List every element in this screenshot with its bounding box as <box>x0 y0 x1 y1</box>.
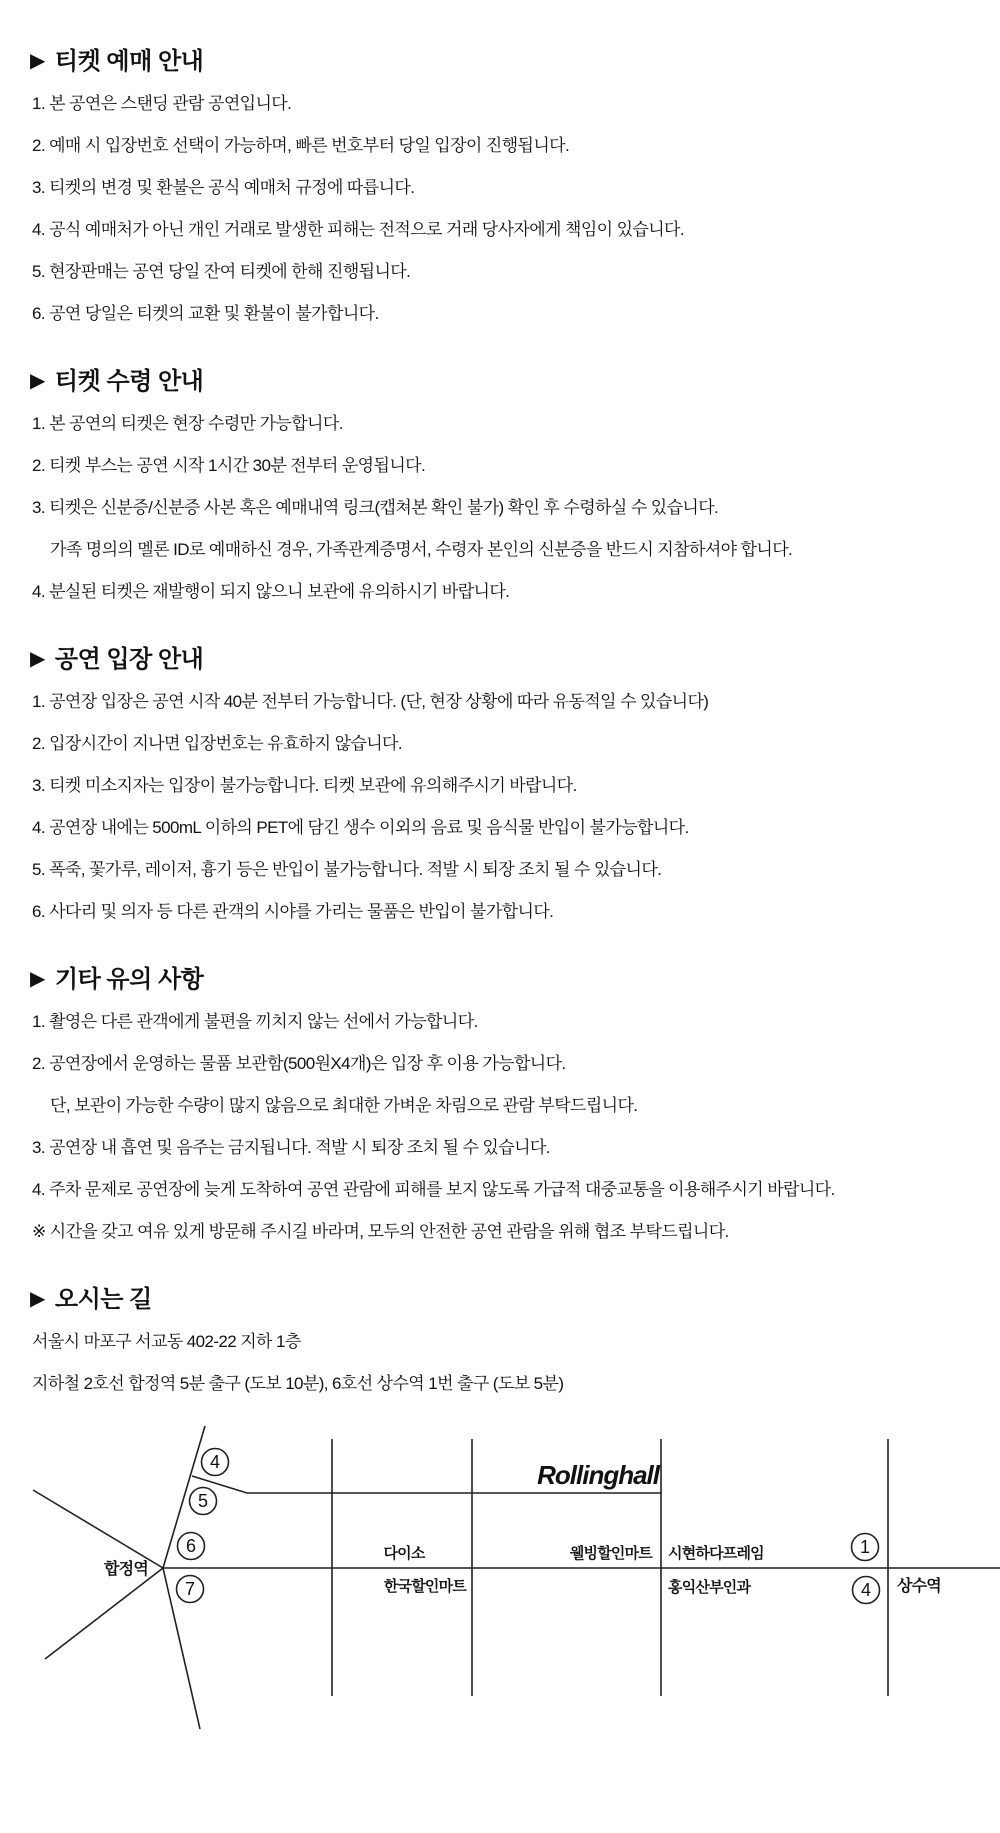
list-item: 4. 공식 예매처가 아닌 개인 거래로 발생한 피해는 전적으로 거래 당사자에게 책임이 있습니다. <box>32 220 684 239</box>
venue-map-svg <box>0 1414 1000 1757</box>
exit-number: 1 <box>859 1537 871 1557</box>
list-item: 1. 공연장 입장은 공연 시작 40분 전부터 가능합니다. (단, 현장 상황에 따라 유동적일 수 있습니다) <box>32 692 709 711</box>
list-item: 3. 공연장 내 흡연 및 음주는 금지됩니다. 적발 시 퇴장 조치 될 수 있습니다. <box>32 1138 550 1157</box>
list-item: 1. 본 공연은 스탠딩 관람 공연입니다. <box>32 94 292 113</box>
station-label-sangsu: 상수역 <box>897 1578 941 1595</box>
triangle-marker-icon: ▶ <box>30 370 45 392</box>
exit-number: 4 <box>209 1452 221 1472</box>
exit-number: 7 <box>184 1579 196 1599</box>
list-item: 1. 본 공연의 티켓은 현장 수령만 가능합니다. <box>32 414 343 433</box>
list-item: 3. 티켓은 신분증/신분증 사본 혹은 예매내역 링크(캡쳐본 확인 불가) 확인 후 수령하실 수 있습니다. <box>32 498 719 517</box>
list-item: 5. 폭죽, 꽃가루, 레이저, 흉기 등은 반입이 불가능합니다. 적발 시 퇴장 조치 될 수 있습니다. <box>32 860 662 879</box>
landmark-daiso: 다이소 <box>383 1545 425 1562</box>
section-title-other-notes <box>30 964 970 996</box>
triangle-marker-icon: ▶ <box>30 1288 45 1310</box>
section-title-ticket-booking <box>30 46 970 78</box>
list-item-subnote: 단, 보관이 가능한 수량이 많지 않음으로 최대한 가벼운 차림으로 관람 부탁드립니다. <box>50 1096 638 1115</box>
list-item-subnote: 가족 명의의 멜론 ID로 예매하신 경우, 가족관계증명서, 수령자 본인의 신분증을 반드시 지참하셔야 합니다. <box>50 540 793 559</box>
map-roads <box>33 1426 1000 1729</box>
section-title-text: 티켓 예매 안내 <box>54 48 204 75</box>
list-item: 3. 티켓의 변경 및 환불은 공식 예매처 규정에 따릅니다. <box>32 178 415 197</box>
exit-number: 5 <box>197 1491 209 1511</box>
station-label-hapjeong: 합정역 <box>104 1561 148 1578</box>
triangle-marker-icon: ▶ <box>30 968 45 990</box>
section-title-text: 오시는 길 <box>54 1286 152 1313</box>
triangle-marker-icon: ▶ <box>30 50 45 72</box>
list-item: 4. 분실된 티켓은 재발행이 되지 않으니 보관에 유의하시기 바랍니다. <box>32 582 510 601</box>
section-title-ticket-pickup <box>30 366 970 398</box>
section-title-directions <box>30 1284 970 1316</box>
list-item: 2. 예매 시 입장번호 선택이 가능하며, 빠른 번호부터 당일 입장이 진행됩니다. <box>32 136 570 155</box>
hapjeong-exit-markers <box>177 1449 229 1603</box>
list-item: 6. 공연 당일은 티켓의 교환 및 환불이 불가합니다. <box>32 304 379 323</box>
road-diagonal-upleft <box>33 1490 163 1568</box>
landmark-sihyeon-frame: 시현하다프레임 <box>668 1545 764 1562</box>
list-item: 6. 사다리 및 의자 등 다른 관객의 시야를 가리는 물품은 반입이 불가합니다. <box>32 902 554 921</box>
section-title-text: 티켓 수령 안내 <box>54 368 204 395</box>
triangle-marker-icon: ▶ <box>30 648 45 670</box>
section-title-text: 기타 유의 사항 <box>54 966 204 993</box>
section-title-text: 공연 입장 안내 <box>54 646 204 673</box>
exit-number: 4 <box>860 1580 872 1600</box>
landmark-wellbeing-mart: 웰빙할인마트 <box>569 1545 652 1562</box>
safety-note: ※ 시간을 갖고 여유 있게 방문해 주시길 바라며, 모두의 안전한 공연 관람을 위해 협조 부탁드립니다. <box>32 1222 729 1241</box>
exit-number: 6 <box>185 1536 197 1556</box>
list-item: 1. 촬영은 다른 관객에게 불편을 끼치지 않는 선에서 가능합니다. <box>32 1012 478 1031</box>
list-item: 2. 입장시간이 지나면 입장번호는 유효하지 않습니다. <box>32 734 402 753</box>
subway-directions: 지하철 2호선 합정역 5분 출구 (도보 10분), 6호선 상수역 1번 출구 (도보 5분) <box>32 1374 564 1393</box>
venue-address: 서울시 마포구 서교동 402-22 지하 1층 <box>32 1332 301 1351</box>
venue-logo: Rollinghall <box>537 1460 659 1490</box>
landmark-hongik-clinic: 홍익산부인과 <box>668 1579 751 1596</box>
list-item: 3. 티켓 미소지자는 입장이 불가능합니다. 티켓 보관에 유의해주시기 바랍니다. <box>32 776 577 795</box>
list-item: 5. 현장판매는 공연 당일 잔여 티켓에 한해 진행됩니다. <box>32 262 411 281</box>
section-title-entry <box>30 644 970 676</box>
list-item: 4. 공연장 내에는 500mL 이하의 PET에 담긴 생수 이외의 음료 및 음식물 반입이 불가능합니다. <box>32 818 689 837</box>
landmark-korea-mart: 한국할인마트 <box>383 1578 466 1595</box>
list-item: 2. 티켓 부스는 공연 시작 1시간 30분 전부터 운영됩니다. <box>32 456 426 475</box>
venue-map <box>0 1414 970 1762</box>
list-item: 2. 공연장에서 운영하는 물품 보관함(500원X4개)은 입장 후 이용 가능합니다. <box>32 1054 566 1073</box>
list-item: 4. 주차 문제로 공연장에 늦게 도착하여 공연 관람에 피해를 보지 않도록 가급적 대중교통을 이용해주시기 바랍니다. <box>32 1180 835 1199</box>
road-diagonal-downleft <box>45 1568 163 1659</box>
